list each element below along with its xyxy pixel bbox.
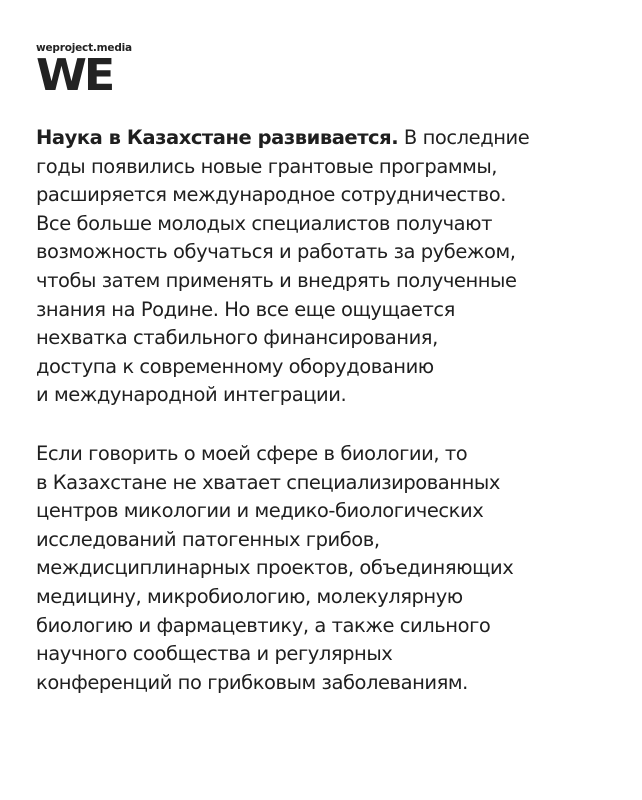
text-line: знания на Родине. Но все еще ощущается <box>36 297 455 321</box>
text-line: чтобы затем применять и внедрять полученные <box>36 268 517 292</box>
text-line: и международной интеграции. <box>36 383 347 407</box>
text-line: возможность обучаться и работать за рубежом, <box>36 240 516 264</box>
text-line: биологию и фармацевтику, а также сильного <box>36 613 491 637</box>
text-line: научного сообщества и регулярных <box>36 642 393 666</box>
paragraph-1 <box>36 124 616 410</box>
text-line <box>36 124 616 153</box>
text-line: центров микологии и медико-биологических <box>36 499 484 523</box>
text-line: расширяется международное сотрудничество. <box>36 183 506 207</box>
text-line-fragment: В последние <box>398 126 530 149</box>
logo-site-name: weproject.media <box>36 42 132 54</box>
text-line: Все больше молодых специалистов получают <box>36 211 493 235</box>
logo-mark: WE <box>36 50 113 101</box>
text-line: нехватка стабильного финансирования, <box>36 326 438 350</box>
paragraph-2 <box>36 440 616 697</box>
text-line: Если говорить о моей сфере в биологии, то <box>36 441 468 465</box>
text-line: исследований патогенных грибов, <box>36 527 380 551</box>
text-line: годы появились новые грантовые программы, <box>36 154 498 178</box>
text-line: медицину, микробиологию, молекулярную <box>36 584 463 608</box>
publisher-logo <box>36 42 166 101</box>
text-line: конференций по грибковым заболеваниям. <box>36 670 468 694</box>
lead-sentence: Наука в Казахстане развивается. <box>36 126 399 149</box>
text-line: междисциплинарных проектов, объединяющих <box>36 556 514 580</box>
text-line: доступа к современному оборудованию <box>36 354 434 378</box>
article-body <box>36 124 616 697</box>
text-line: в Казахстане не хватает специализированных <box>36 470 500 494</box>
